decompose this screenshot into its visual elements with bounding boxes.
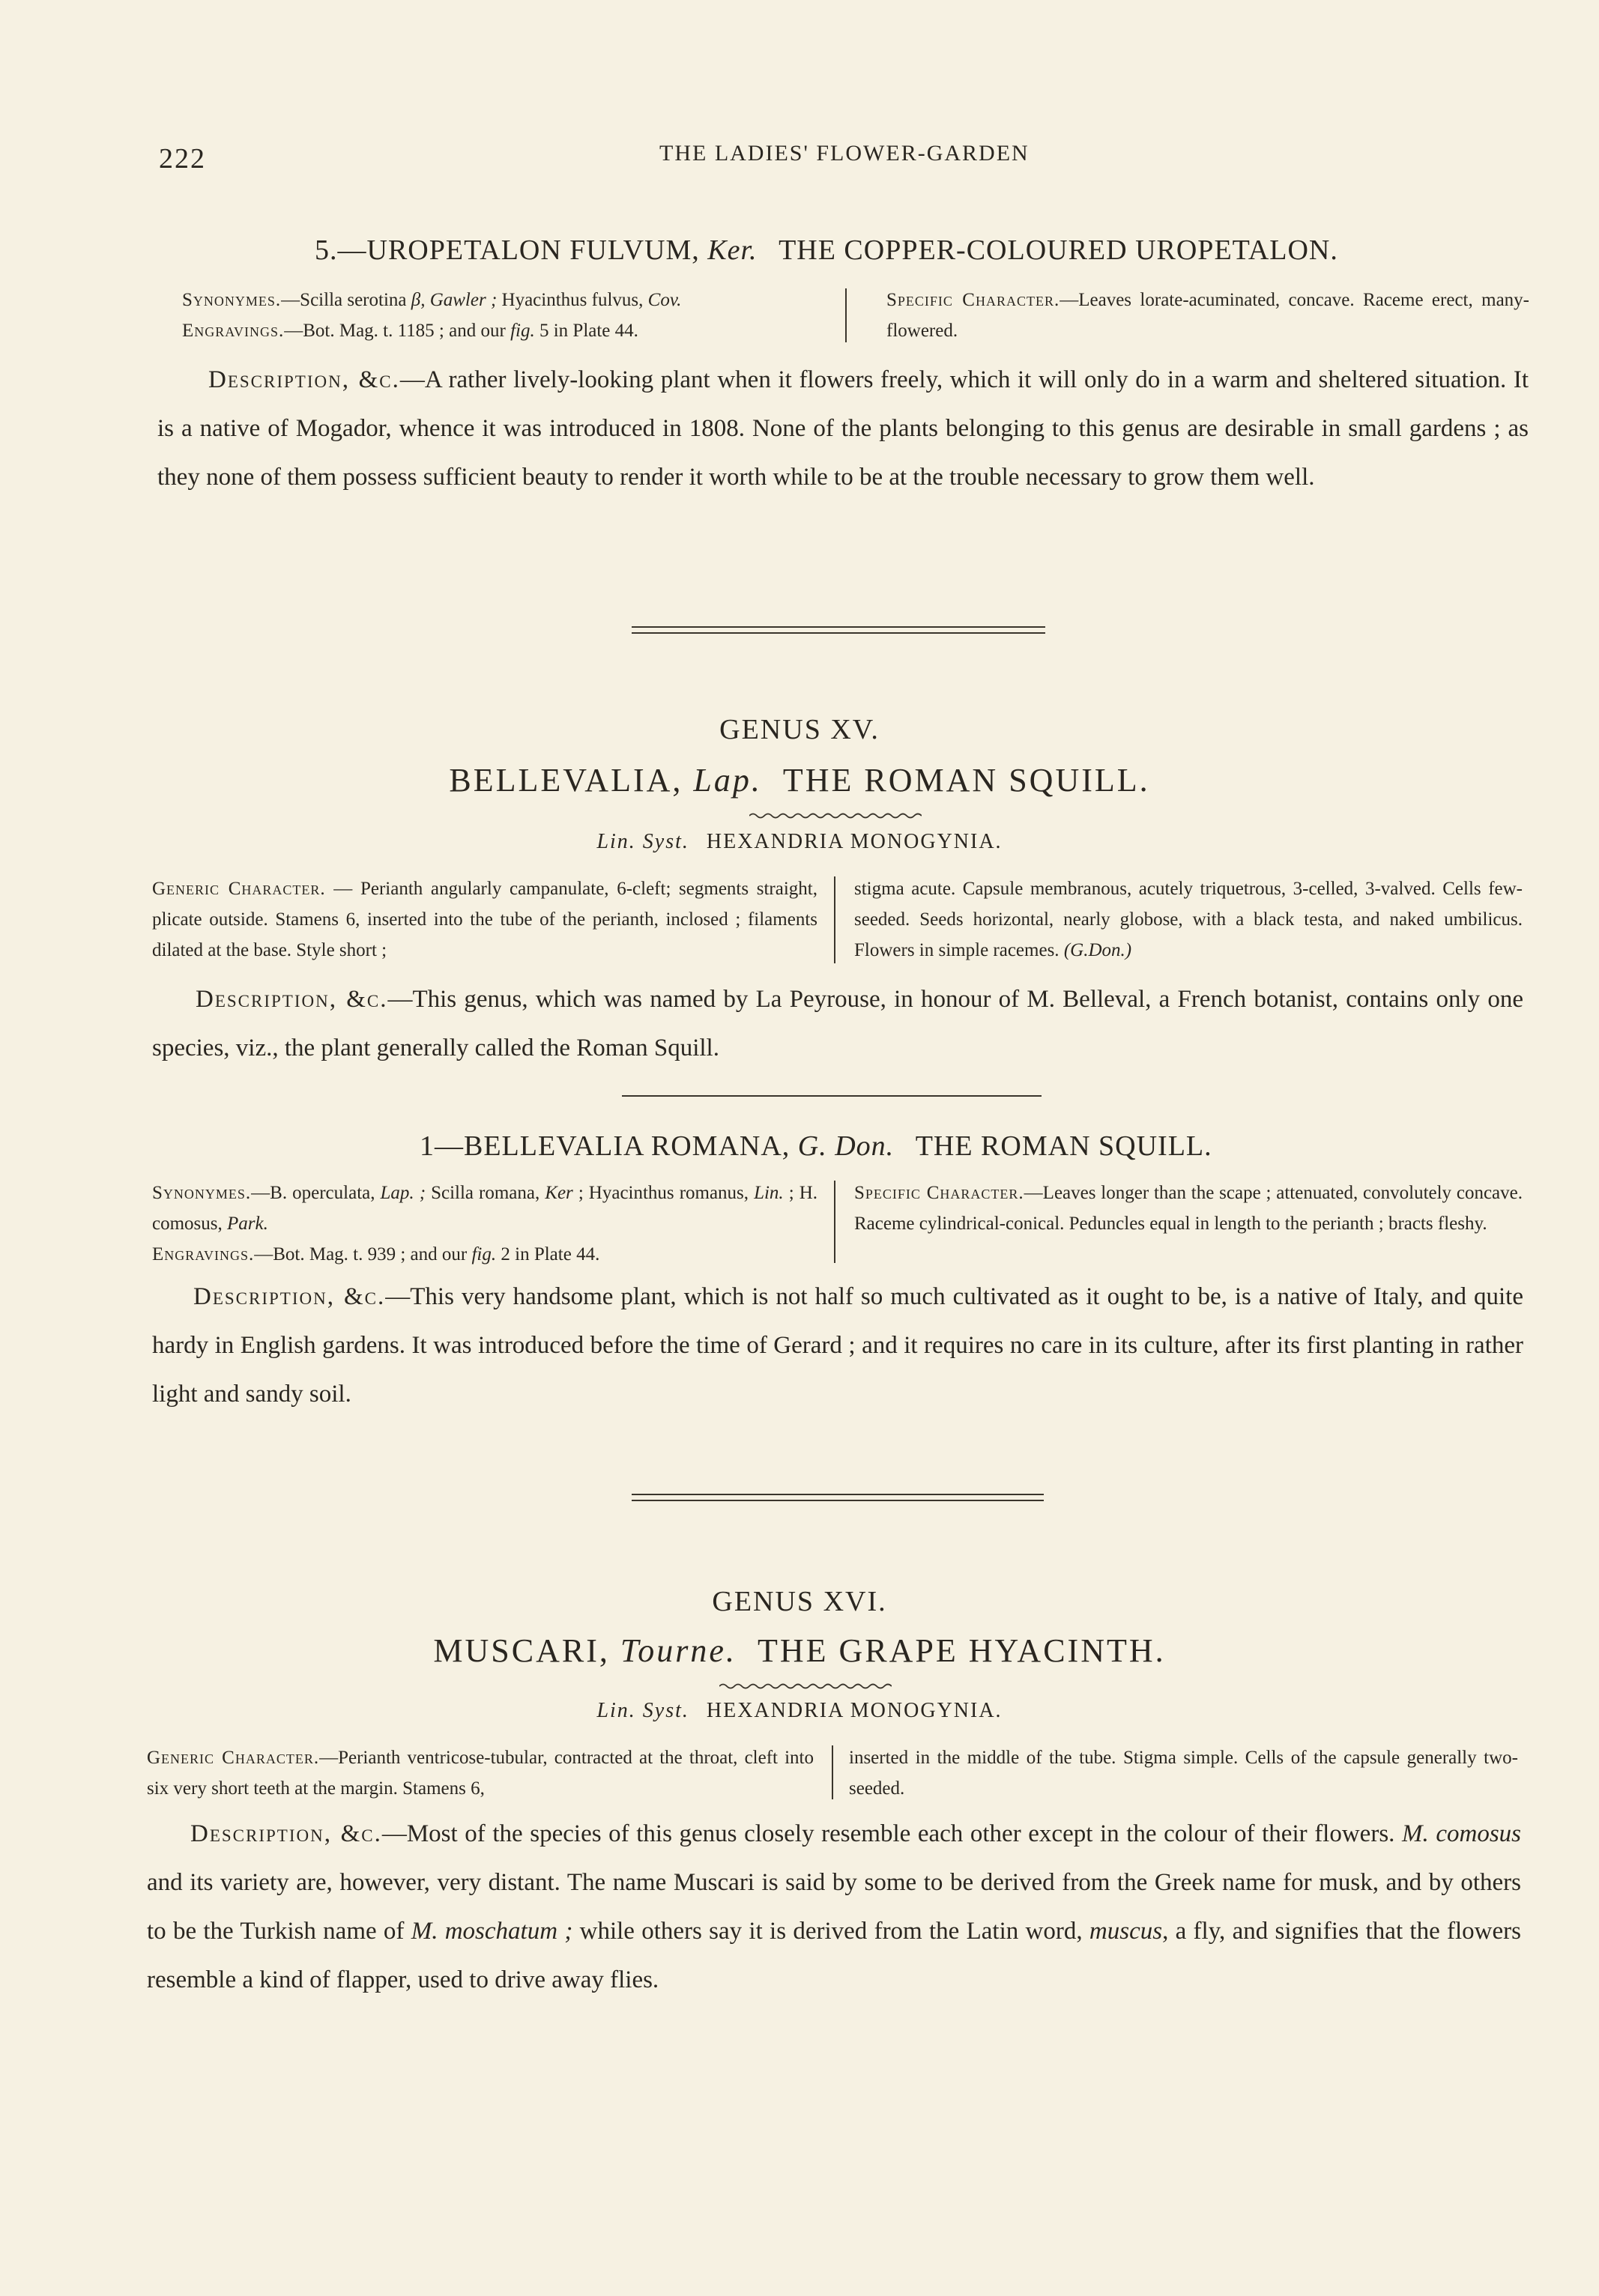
engr-text: —Bot. Mag. t. 939 ; and our	[254, 1244, 472, 1264]
generic-character-label: Generic Character.	[152, 879, 326, 899]
linnaean-system	[0, 830, 1599, 854]
syn-text-a: —B. operculata,	[251, 1183, 381, 1203]
species-number: 1	[420, 1130, 435, 1162]
species-common-name: THE ROMAN SQUILL.	[915, 1130, 1212, 1162]
engr-fig: fig.	[471, 1244, 497, 1264]
column-divider	[845, 288, 847, 342]
description-text: —A rather lively-looking plant when it flowers freely, which it will only do in a warm and sheltered situation. It is a native of Mogador, whence it was introduced in 1808. None of the plants belonging to this genus are desirable in small gardens ; as they none of them possess sufficient beauty to render it worth while to be at the trouble necessary to grow them well.	[157, 366, 1529, 491]
synonymes-block	[182, 285, 820, 346]
description-text: —This genus, which was named by La Peyrouse, in honour of M. Belleval, a French botanist, contains only one species, viz., the plant generally called the Roman Squill.	[152, 986, 1523, 1061]
generic-character-left	[147, 1742, 814, 1804]
lin-syst-label: Lin. Syst.	[596, 1699, 689, 1722]
lin-syst-class: HEXANDRIA MONOGYNIA.	[706, 830, 1003, 853]
genus-heading: GENUS XVI.	[712, 1586, 887, 1617]
description-text-d: , a fly, and signifies that the flowers resemble a kind of flapper, used to drive away flies.	[147, 1918, 1521, 1993]
genus-common-name: THE ROMAN SQUILL.	[782, 762, 1150, 799]
genus-title-muscari	[0, 1632, 1599, 1670]
description-label: Description, &c.	[190, 1820, 382, 1847]
column-divider	[834, 1181, 835, 1263]
synonymes-label: Synonymes.	[182, 290, 282, 310]
species-title-uropetalon	[315, 234, 1338, 267]
generic-character-label: Generic Character.	[147, 1748, 320, 1768]
syn-lin: Lin.	[754, 1183, 784, 1203]
species-author: G. Don.	[797, 1130, 895, 1162]
synonymes-text-b: Hyacinthus fulvus,	[497, 290, 648, 310]
syn-text-b: Scilla romana,	[426, 1183, 545, 1203]
description-muscari	[147, 1810, 1521, 2005]
lin-syst-class: HEXANDRIA MONOGYNIA.	[706, 1699, 1003, 1722]
syn-ker: Ker	[545, 1183, 573, 1203]
synonymes-text: —Scilla serotina	[281, 290, 411, 310]
column-divider	[832, 1745, 833, 1799]
page-number: 222	[159, 143, 206, 175]
generic-character-left	[152, 873, 817, 966]
description-muscus: muscus	[1089, 1918, 1163, 1945]
description-label: Description, &c.	[193, 1283, 386, 1310]
section-divider	[632, 626, 1045, 628]
genus-common-name: THE GRAPE HYACINTH.	[757, 1632, 1166, 1669]
generic-character-right	[854, 873, 1523, 966]
specific-character-block	[854, 1178, 1523, 1239]
description-bellevalia-romana	[152, 1273, 1523, 1419]
description-text-b: and its variety are, however, very distant. The name Muscari is said by some to be derived from the Greek name for musk, and by others to be the Turkish name of	[147, 1869, 1521, 1945]
description-label: Description, &c.	[208, 366, 400, 393]
engravings-label: Engravings.	[182, 321, 285, 341]
synonymes-beta: β,	[411, 290, 426, 310]
engr-text-b: 2 in Plate 44.	[496, 1244, 600, 1264]
column-divider	[834, 876, 835, 963]
syn-park: Park.	[227, 1214, 268, 1234]
description-m-moschatum: M. moschatum ;	[411, 1918, 573, 1945]
species-common-name: THE COPPER-COLOURED UROPETALON.	[779, 234, 1338, 266]
generic-character-text: — Perianth angularly campanulate, 6-cleft; segments straight, plicate outside. Stamens 6, inserted into the tube of the perianth, inclosed ; filaments dilated at the base. Style short ;	[152, 879, 817, 960]
description-bellevalia-genus	[152, 975, 1523, 1073]
generic-character-text-right: stigma acute. Capsule membranous, acutely triquetrous, 3-celled, 3-valved. Cells few-seeded. Seeds horizontal, nearly globose, with a black testa, and naked umbilicus. Flowers in simple racemes.	[854, 879, 1523, 960]
description-text: —This very handsome plant, which is not half so much cultivated as it ought to be, is a native of Italy, and quite hardy in English gardens. It was introduced before the time of Gerard ; and it requires no care in its culture, after its first planting in rather light and sandy soil.	[152, 1283, 1523, 1408]
generic-character-text: —Perianth ventricose-tubular, contracted at the throat, cleft into six very short teeth at the margin. Stamens 6,	[147, 1748, 814, 1799]
specific-character-label: Specific Character.	[854, 1183, 1024, 1203]
generic-character-text-right: inserted in the middle of the tube. Stigma simple. Cells of the capsule generally two-seeded.	[849, 1748, 1518, 1799]
section-divider	[632, 1500, 1044, 1501]
description-uropetalon	[157, 356, 1529, 502]
specific-character-label: Specific Character.	[886, 290, 1060, 310]
generic-character-right	[849, 1742, 1518, 1804]
linnaean-system	[0, 1699, 1599, 1723]
description-m-comosus: M. comosus	[1402, 1820, 1522, 1847]
species-number: 5.	[315, 234, 338, 266]
engravings-text-b: 5 in Plate 44.	[534, 321, 638, 341]
running-head: THE LADIES' FLOWER-GARDEN	[659, 141, 1030, 166]
synonymes-label: Synonymes.	[152, 1183, 252, 1203]
genus-name: MUSCARI,	[433, 1632, 610, 1669]
syn-lap: Lap. ;	[380, 1183, 426, 1203]
genus-title-bellevalia	[0, 761, 1599, 799]
genus-name: BELLEVALIA,	[449, 762, 683, 799]
specific-character-text: —Leaves longer than the scape ; attenuated, convolutely concave. Raceme cylindrical-conical. Peduncles equal in length to the perianth ; bracts fleshy.	[854, 1183, 1523, 1234]
genus-heading: GENUS XV.	[719, 714, 880, 745]
description-label: Description, &c.	[196, 986, 388, 1013]
species-name: —UROPETALON FULVUM,	[337, 234, 700, 266]
description-text-c: while others say it is derived from the Latin word,	[572, 1918, 1089, 1945]
section-divider	[622, 1095, 1042, 1097]
engravings-text: —Bot. Mag. t. 1185 ; and our	[284, 321, 511, 341]
specific-character-text: —Leaves lorate-acuminated, concave. Raceme erect, many-flowered.	[886, 290, 1530, 341]
synonymes-block	[152, 1178, 817, 1270]
species-title-bellevalia	[420, 1130, 1212, 1163]
lin-syst-label: Lin. Syst.	[596, 830, 689, 853]
wavy-ornament	[719, 1682, 892, 1690]
description-text-a: —Most of the species of this genus closely resemble each other except in the colour of their flowers.	[381, 1820, 1403, 1847]
synonymes-gawler: Gawler ;	[429, 290, 498, 310]
syn-text-d: ; H. comosus,	[152, 1183, 817, 1234]
section-divider	[632, 1494, 1044, 1495]
genus-author: Tourne.	[620, 1632, 737, 1669]
genus-author: Lap.	[693, 762, 762, 799]
engravings-label: Engravings.	[152, 1244, 255, 1264]
specific-character-block	[886, 285, 1529, 346]
synonymes-cov: Cov.	[647, 290, 682, 310]
generic-character-ref: (G.Don.)	[1063, 940, 1132, 960]
wavy-ornament	[749, 812, 922, 820]
species-author: Ker.	[707, 234, 758, 266]
engravings-fig: fig.	[510, 321, 535, 341]
section-divider	[632, 632, 1045, 634]
species-name: —BELLEVALIA ROMANA,	[435, 1130, 791, 1162]
syn-text-c: ; Hyacinthus romanus,	[572, 1183, 755, 1203]
